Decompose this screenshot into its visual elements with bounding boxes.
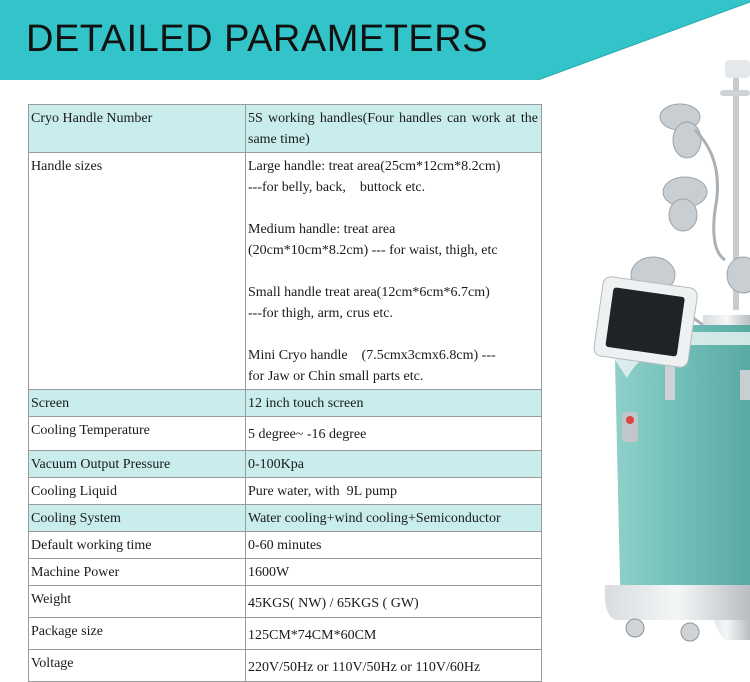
row-value: 220V/50Hz or 110V/50Hz or 110V/60Hz <box>246 650 542 682</box>
parameters-table <box>28 104 542 682</box>
row-value: 45KGS( NW) / 65KGS ( GW) <box>246 586 542 618</box>
row-label: Handle sizes <box>29 153 246 390</box>
row-label: Cooling Temperature <box>29 417 246 451</box>
table-row <box>29 105 542 153</box>
row-value: Pure water, with 9L pump <box>246 478 542 505</box>
table-row <box>29 390 542 417</box>
row-label: Vacuum Output Pressure <box>29 451 246 478</box>
row-label: Voltage <box>29 650 246 682</box>
large-handle-use: ---for belly, back, buttock etc. <box>248 180 426 195</box>
row-value: 12 inch touch screen <box>246 390 542 417</box>
medium-handle-line: Medium handle: treat area <box>248 222 396 237</box>
row-label: Cryo Handle Number <box>29 105 246 153</box>
mini-handle-use: for Jaw or Chin small parts etc. <box>248 369 424 384</box>
row-value: 1600W <box>246 559 542 586</box>
row-value: 0-60 minutes <box>246 532 542 559</box>
row-label: Cooling System <box>29 505 246 532</box>
row-label: Machine Power <box>29 559 246 586</box>
large-handle-line: Large handle: treat area(25cm*12cm*8.2cm) <box>248 159 501 174</box>
table-row <box>29 586 542 618</box>
row-label: Cooling Liquid <box>29 478 246 505</box>
small-handle-use: ---for thigh, arm, crus etc. <box>248 306 393 321</box>
row-value: Water cooling+wind cooling+Semiconductor <box>246 505 542 532</box>
handle-sizes-value <box>246 153 542 390</box>
row-label: Screen <box>29 390 246 417</box>
table-row <box>29 650 542 682</box>
row-label: Package size <box>29 618 246 650</box>
table-row <box>29 451 542 478</box>
table-row <box>29 532 542 559</box>
row-value: 5S working handles(Four handles can work at the same time) <box>246 105 542 153</box>
table-row <box>29 478 542 505</box>
table-row <box>29 618 542 650</box>
table-row <box>29 505 542 532</box>
table-row <box>29 417 542 451</box>
cryo-machine-image <box>575 60 750 660</box>
medium-handle-use: (20cm*10cm*8.2cm) --- for waist, thigh, etc <box>248 243 498 258</box>
small-handle-line: Small handle treat area(12cm*6cm*6.7cm) <box>248 285 490 300</box>
row-label: Weight <box>29 586 246 618</box>
table-row <box>29 153 542 390</box>
row-label: Default working time <box>29 532 246 559</box>
table-row <box>29 559 542 586</box>
row-value: 125CM*74CM*60CM <box>246 618 542 650</box>
row-value: 0-100Kpa <box>246 451 542 478</box>
mini-handle-line: Mini Cryo handle (7.5cmx3cmx6.8cm) --- <box>248 348 496 363</box>
page-title: DETAILED PARAMETERS <box>26 18 489 60</box>
row-value: 5 degree~ -16 degree <box>246 417 542 451</box>
